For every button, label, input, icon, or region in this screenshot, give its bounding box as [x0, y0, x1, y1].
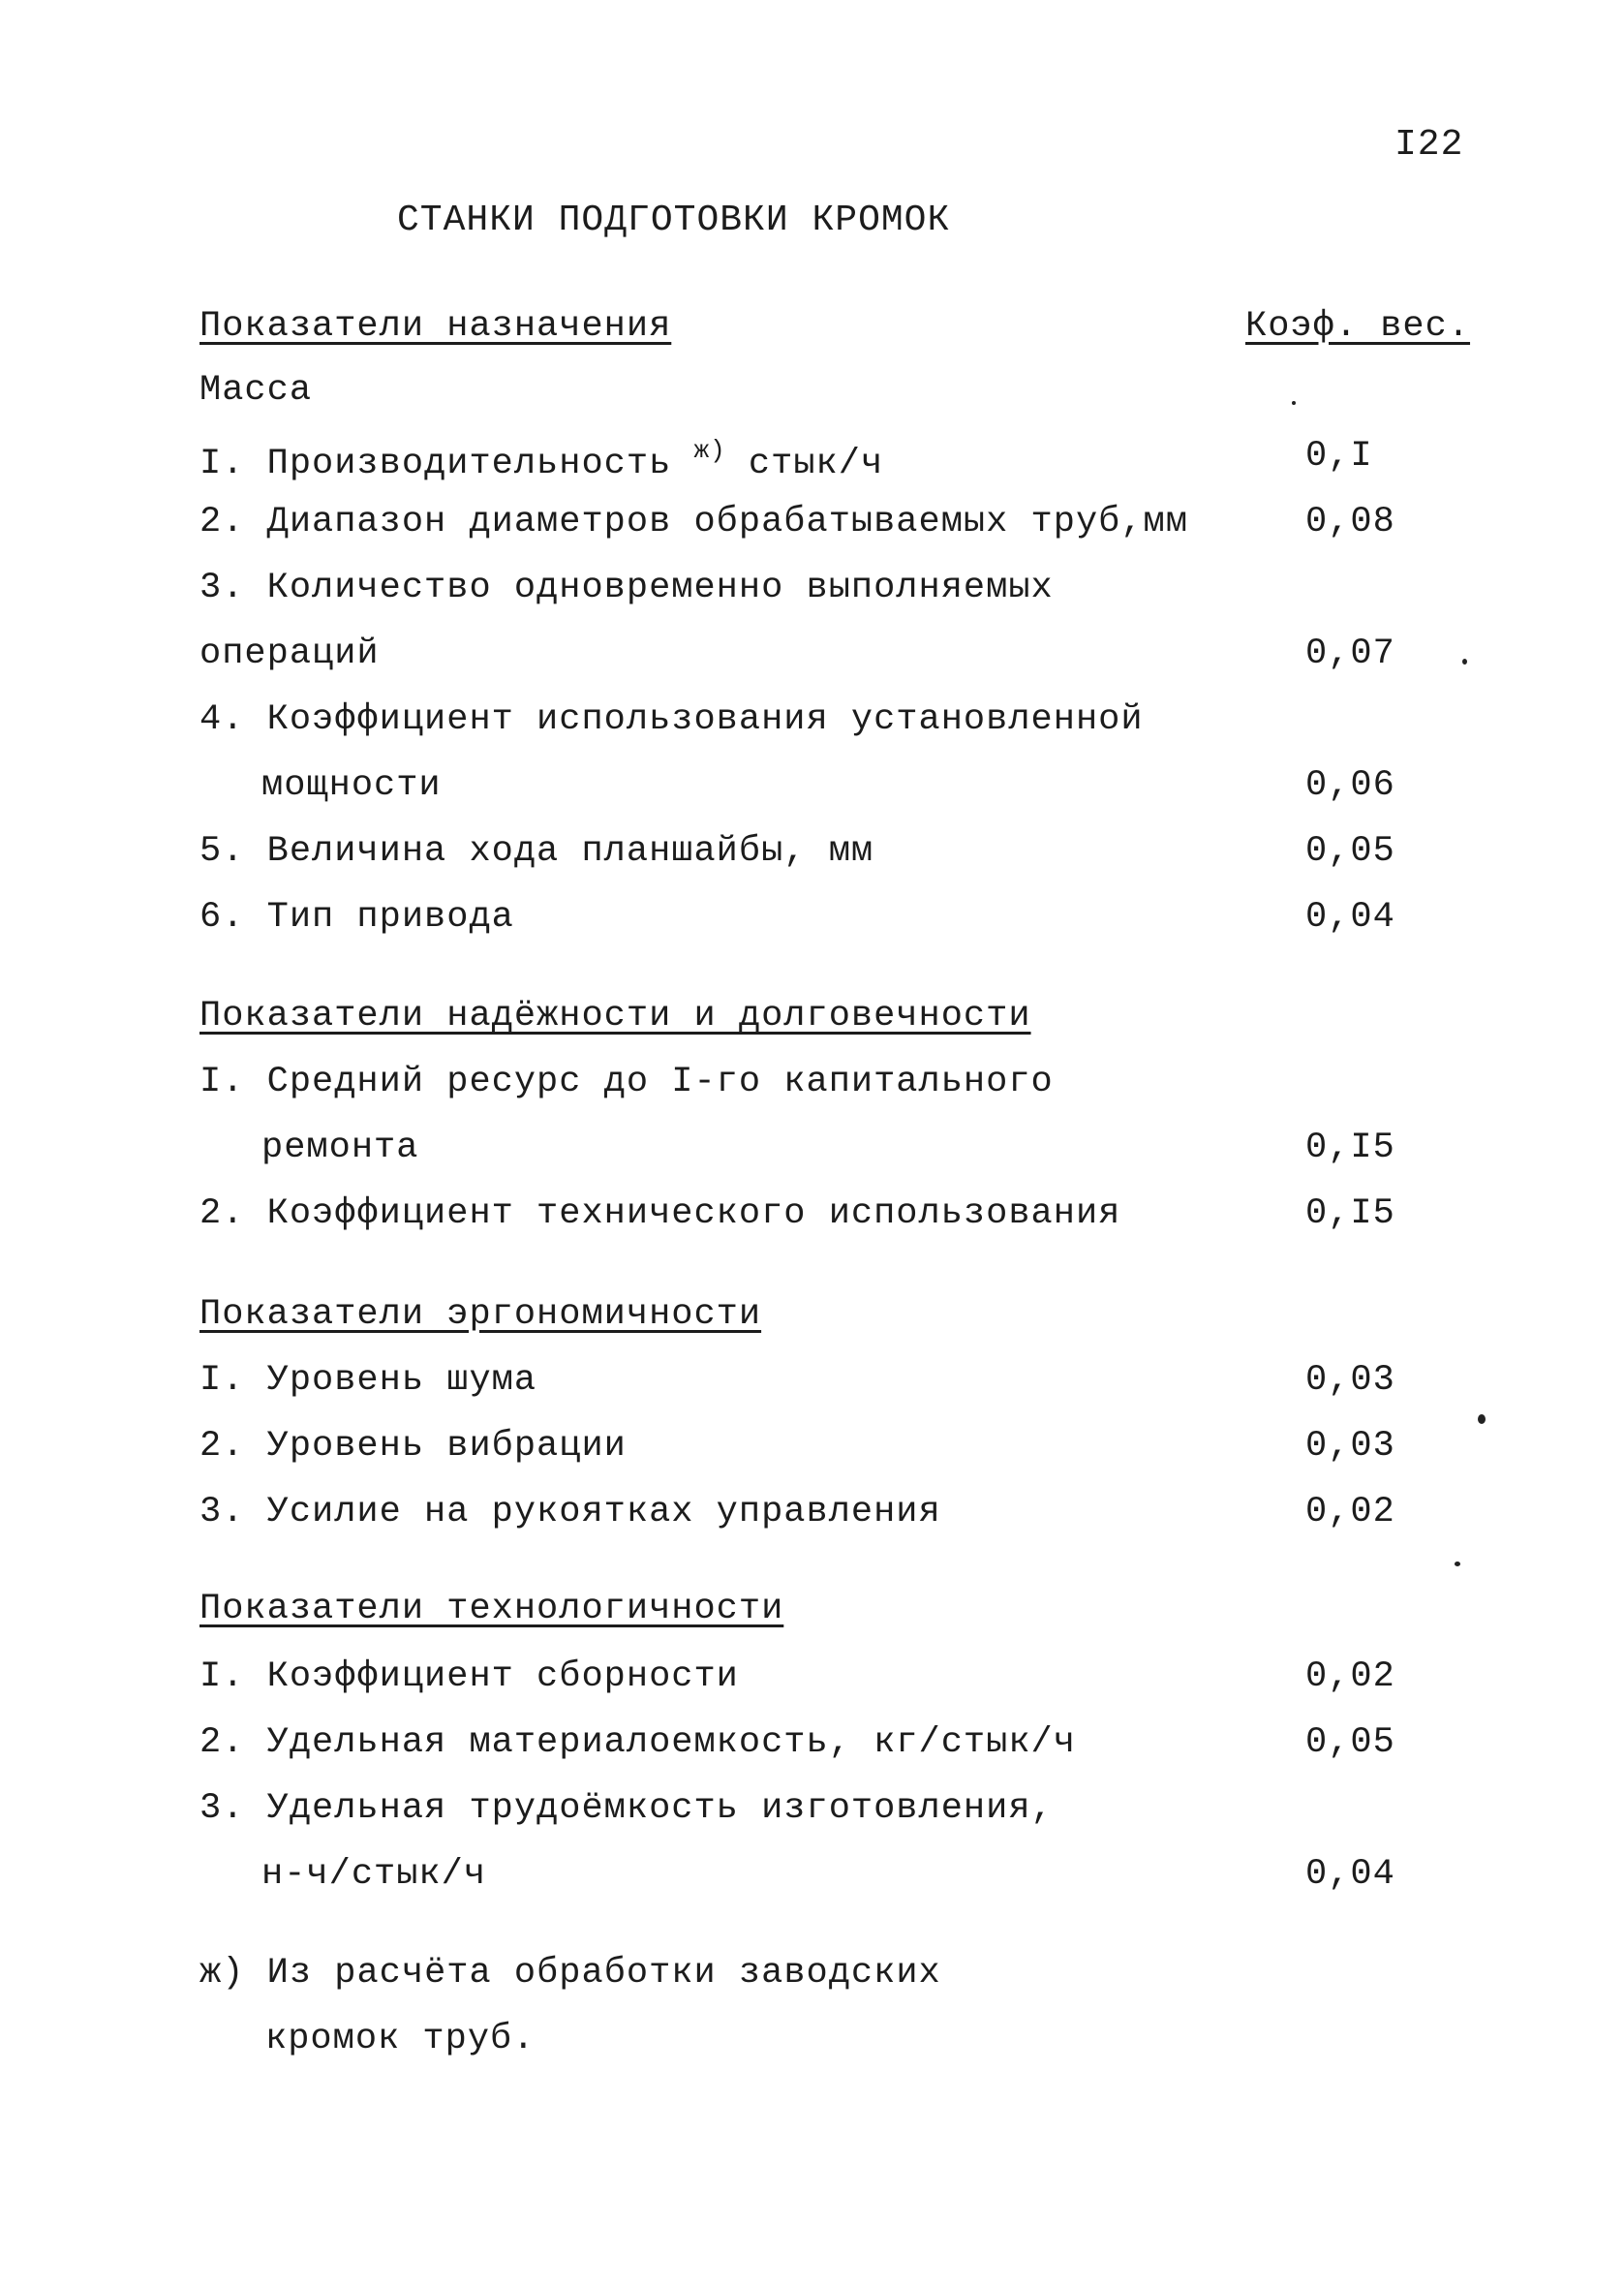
- scan-speck: [1455, 1562, 1460, 1566]
- list-item: 3. Количество одновременно выполняемых: [199, 568, 1054, 608]
- coefficient-value: 0,07: [1305, 634, 1395, 674]
- page-number: I22: [1394, 124, 1464, 166]
- list-item: 3. Удельная трудоёмкость изготовления,: [199, 1788, 1054, 1829]
- coefficient-value: 0,06: [1305, 765, 1395, 806]
- list-item: 3. Усилие на рукоятках управления 0,02: [199, 1492, 1395, 1532]
- list-item: I. Производительность $^{ж)}$ стык/ч 0,I: [199, 436, 1373, 484]
- footnote-continuation: кромок труб.: [265, 2019, 536, 2059]
- section-header-reliability: Показатели надёжности и долговечности: [199, 996, 1031, 1036]
- list-item: 2. Уровень вибрации 0,03: [199, 1426, 1395, 1467]
- list-item: 2. Удельная материалоемкость, кг/стык/ч 0,05: [199, 1722, 1395, 1763]
- scan-speck: [1292, 401, 1296, 405]
- coefficient-value: 0,03: [1305, 1426, 1395, 1467]
- coefficient-value: 0,02: [1305, 1656, 1395, 1697]
- coefficient-value: 0,05: [1305, 831, 1395, 872]
- coefficient-value: 0,I5: [1305, 1193, 1395, 1234]
- list-item: 2. Диапазон диаметров обрабатываемых труб,мм 0,08: [199, 502, 1395, 542]
- coefficient-value: 0,04: [1305, 1854, 1395, 1895]
- scan-speck: [1462, 659, 1467, 665]
- coefficient-column-header: Коэф. вес.: [1245, 306, 1471, 347]
- list-item: 2. Коэффициент технического использования 0,I5: [199, 1193, 1395, 1234]
- list-item: I. Уровень шума 0,03: [199, 1360, 1395, 1401]
- coefficient-value: 0,05: [1305, 1722, 1395, 1763]
- list-item-continuation: ремонта 0,I5: [261, 1128, 1395, 1168]
- coefficient-value: 0,04: [1305, 897, 1395, 938]
- coefficient-value: 0,08: [1305, 502, 1395, 542]
- list-item-continuation: мощности 0,06: [261, 765, 1395, 806]
- section-header-ergonomics: Показатели эргономичности: [199, 1294, 762, 1335]
- coefficient-value: 0,I: [1305, 436, 1373, 477]
- coefficient-value: 0,03: [1305, 1360, 1395, 1401]
- list-item: 4. Коэффициент использования установленной: [199, 699, 1144, 740]
- page-title: СТАНКИ ПОДГОТОВКИ КРОМОК: [397, 200, 951, 241]
- section-subheader-mass: Масса: [199, 370, 313, 411]
- coefficient-value: 0,I5: [1305, 1128, 1395, 1168]
- list-item: I. Коэффициент сборности 0,02: [199, 1656, 1395, 1697]
- footnote-marker: ж): [693, 436, 726, 465]
- footnote: ж) Из расчёта обработки заводских: [199, 1953, 941, 1994]
- list-item-continuation: н-ч/стык/ч 0,04: [261, 1854, 1395, 1895]
- list-item: 5. Величина хода планшайбы, мм 0,05: [199, 831, 1395, 872]
- list-item: I. Средний ресурс до I-го капитального: [199, 1062, 1054, 1102]
- list-item: 6. Тип привода 0,04: [199, 897, 1395, 938]
- coefficient-value: 0,02: [1305, 1492, 1395, 1532]
- list-item-continuation: операций 0,07: [199, 634, 1395, 674]
- section-header-purpose: Показатели назначения: [199, 306, 672, 347]
- section-header-manufacturability: Показатели технологичности: [199, 1589, 784, 1629]
- footnote-marker: ж): [199, 1953, 245, 1994]
- scan-speck: [1478, 1414, 1486, 1424]
